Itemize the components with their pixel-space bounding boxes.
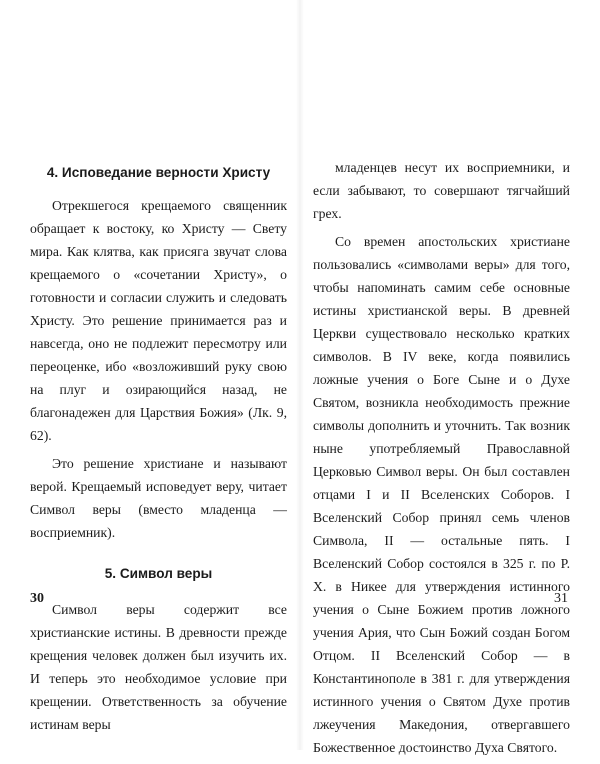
right-text-column: [313, 156, 570, 764]
right-paragraph-1: Со времен апостольских христиане пользовались «символами веры» для того, чтобы напоминать самим себе основные истины христианской веры. В древней Церкви существовало несколько кратких символов. В IV веке, когда появились ложные учения о Боге Сыне и о Духе Святом, возникла необходимость прежние символы дополнить и уточнить. Так возник ныне употребляемый Православной Церковью Символ веры. Он был составлен отцами I и II Вселенских Соборов. I Вселенский Собор принял семь членов Символа, II — остальные пять. I Вселенский Собор состоялся в 325 г. по Р. Х. в Никее для утверждения истинного учения о Сыне Божием против ложного учения Ария, что Сын Божий создан Богом Отцом. II Вселенский Собор — в Константинополе в 381 г. для утверждения истинного учения о Святом Духе против лжеучения Македония, отвергавшего Божественное достоинство Духа Святого.: [313, 234, 570, 755]
section-4-heading: 4. Исповедание верности Христу: [46, 165, 271, 180]
page-number-left: 30: [30, 591, 44, 606]
section-5-paragraph-1: Символ веры содержит все христианские истины. В древности прежде крещения человек должен был изучить их. И теперь это необходимое условие при крещении. Ответственность за обучение истинам веры: [30, 602, 287, 732]
left-text-column: [30, 163, 287, 741]
section-4-paragraph-2: Это решение христиане и называют верой. Крещаемый исповедует веру, читает Символ веры (вместо младенца — восприемник).: [30, 456, 287, 540]
section-4-paragraph-1: Отрекшегося крещаемого священник обращает к востоку, ко Христу — Свету мира. Как клятва, как присяга звучат слова крещаемого о «сочетании Христу», о готовности и согласии служить и следовать Христу. Это решение принимается раз и навсегда, оно не подлежит пересмотру или переоценке, ибо «возложивший руку свою на плуг и озирающийся назад, не благонадежен для Царствия Божия» (Лк. 9, 62).: [30, 198, 287, 443]
section-5-heading: 5. Символ веры: [104, 566, 213, 581]
page-number-right: 31: [554, 591, 568, 606]
right-continuation-text: младенцев несут их восприемники, и если забывают, то совершают тягчайший грех.: [313, 160, 570, 221]
